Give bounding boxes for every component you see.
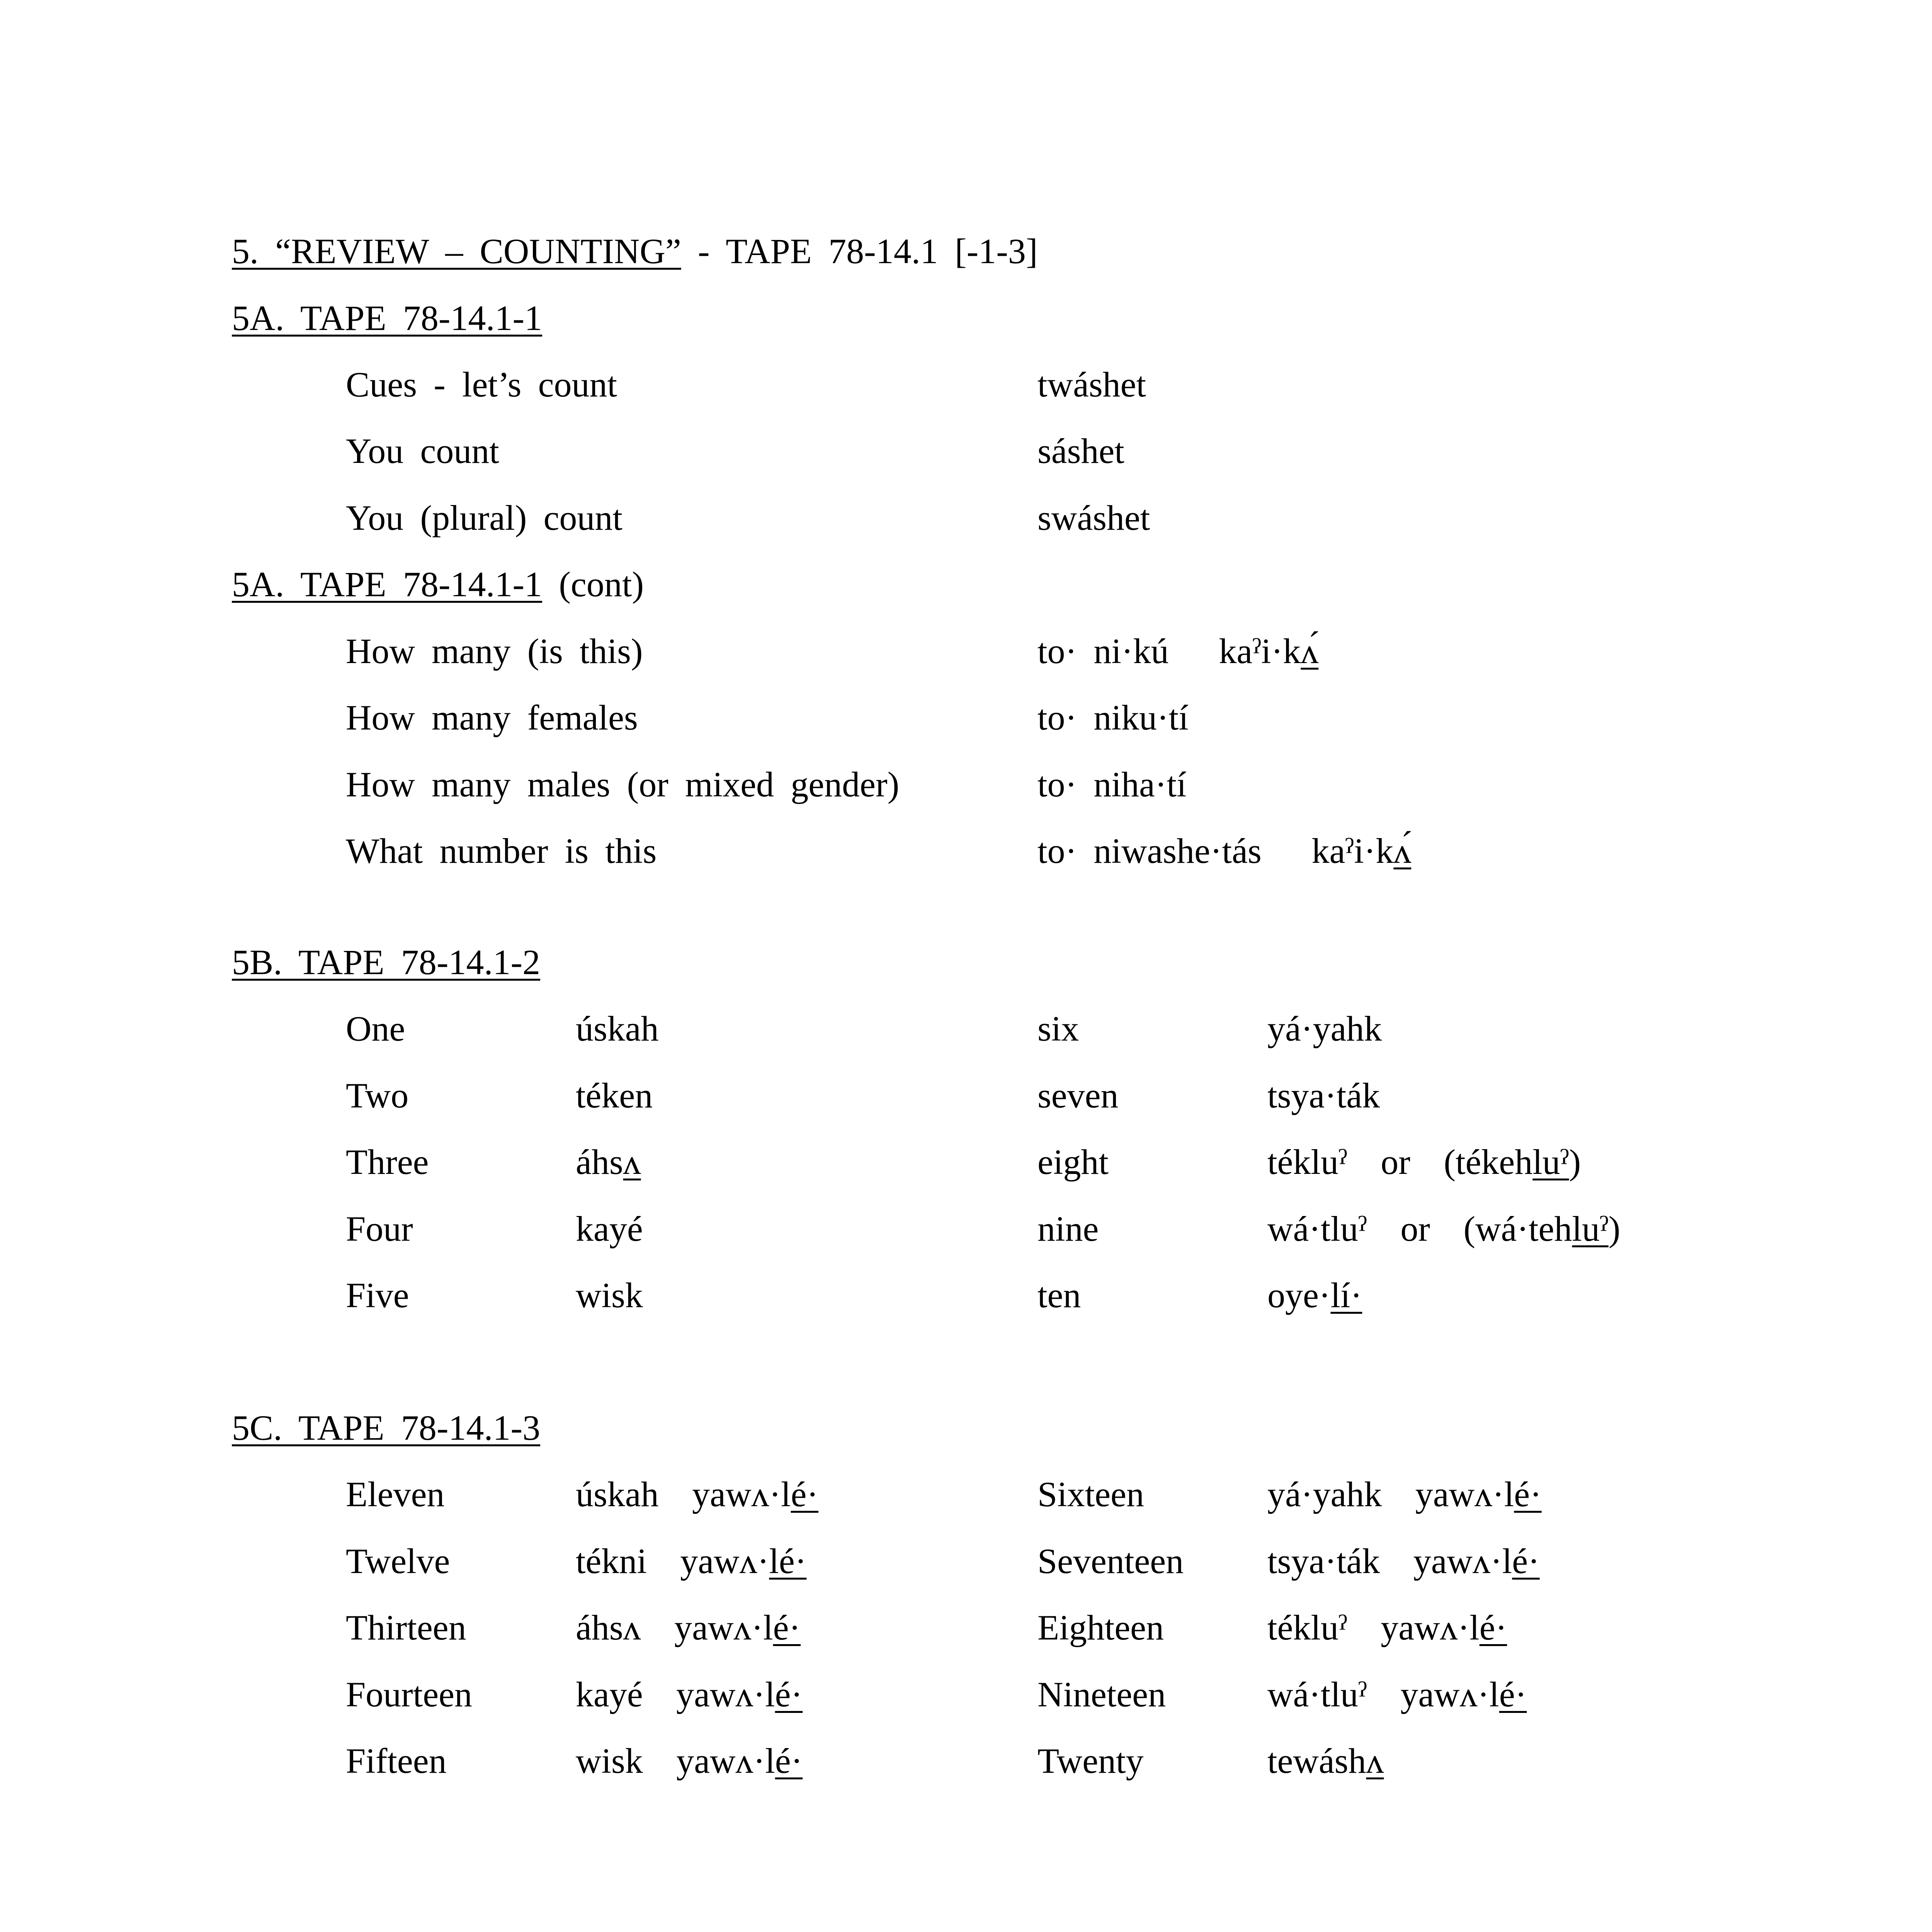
number-english: Eleven [346,1475,445,1514]
section-5a-cont-row-english: How many females [346,698,638,737]
section-5a-heading: 5A. TAPE 78-14.1-1 [232,298,543,338]
number-english: Thirteen [346,1608,466,1647]
section-5a-cont-heading: 5A. TAPE 78-14.1-1 (cont) [232,565,644,604]
number-oneida: áhsʌ yawʌ·lé· [576,1608,801,1647]
number-english: seven [1037,1076,1119,1115]
number-english: Nineteen [1037,1675,1166,1714]
section-5a-row-oneida: sáshet [1037,431,1124,471]
number-english: Sixteen [1037,1475,1144,1514]
number-oneida: yá·yahk yawʌ·lé· [1267,1475,1542,1514]
number-english: Four [346,1209,413,1248]
number-oneida: úskah [576,1009,659,1048]
main-heading-tape: - TAPE 78-14.1 [-1-3] [681,231,1038,271]
section-5a-row-english: Cues - let’s count [346,365,617,404]
number-english: One [346,1009,405,1048]
number-oneida: yá·yahk [1267,1009,1382,1048]
number-oneida: úskah yawʌ·lé· [576,1475,819,1514]
section-5a-cont-row-english: How many males (or mixed gender) [346,765,900,804]
number-oneida: kayé [576,1209,643,1248]
number-oneida: wisk [576,1276,643,1315]
number-english: Fifteen [346,1741,447,1781]
number-oneida: tsya·ták yawʌ·lé· [1267,1541,1540,1581]
number-oneida: wá·tluˀ yawʌ·lé· [1267,1675,1527,1714]
number-oneida: tewáshʌ [1267,1741,1384,1781]
section-5c-heading: 5C. TAPE 78-14.1-3 [232,1408,541,1447]
main-heading [232,232,1038,270]
number-english: Twelve [346,1541,450,1581]
section-5b-heading: 5B. TAPE 78-14.1-2 [232,942,541,982]
section-5a-cont-row-oneida: to· ni·kú kaˀi·kʌ́ [1037,631,1319,671]
number-oneida: wisk yawʌ·lé· [576,1741,803,1781]
number-oneida: oye·lí· [1267,1276,1362,1315]
section-5a-row-oneida: swáshet [1037,498,1150,537]
number-oneida: tékluˀ yawʌ·lé· [1267,1608,1507,1647]
number-oneida: téken [576,1076,653,1115]
number-english: eight [1037,1142,1109,1182]
number-oneida: kayé yawʌ·lé· [576,1675,803,1714]
number-english: Eighteen [1037,1608,1164,1647]
number-english: Twenty [1037,1741,1144,1781]
section-5a-cont-row-oneida: to· niha·tí [1037,765,1187,804]
number-english: nine [1037,1209,1099,1248]
number-english: Two [346,1076,409,1115]
section-5a-cont-row-english: What number is this [346,831,657,871]
section-5a-cont-row-oneida: to· niwashe·tás kaˀi·kʌ́ [1037,831,1412,871]
number-english: Five [346,1276,409,1315]
number-english: ten [1037,1276,1081,1315]
main-heading-title: 5. “REVIEW – COUNTING” [232,231,681,271]
number-oneida: tsya·ták [1267,1076,1380,1115]
section-5a-row-oneida: twáshet [1037,365,1146,404]
section-5a-row-english: You count [346,431,499,471]
number-english: Three [346,1142,429,1182]
number-oneida: áhsʌ [576,1142,641,1182]
number-oneida: tékluˀ or (tékehluˀ) [1267,1142,1581,1182]
section-5a-row-english: You (plural) count [346,498,622,537]
number-oneida: tékni yawʌ·lé· [576,1541,807,1581]
number-oneida: wá·tluˀ or (wá·tehluˀ) [1267,1209,1621,1248]
number-english: Fourteen [346,1675,473,1714]
number-english: six [1037,1009,1079,1048]
number-english: Seventeen [1037,1541,1184,1581]
section-5a-cont-row-oneida: to· niku·tí [1037,698,1189,737]
section-5a-cont-row-english: How many (is this) [346,631,643,671]
